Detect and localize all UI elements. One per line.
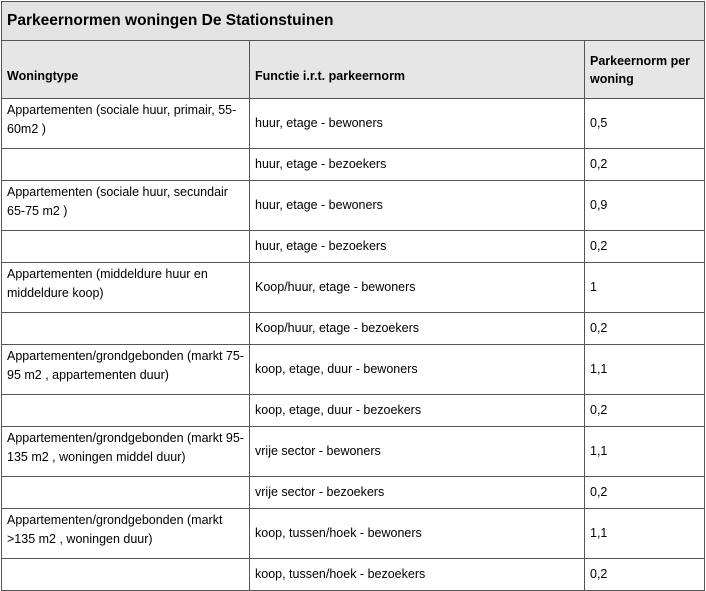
norm-cell: 1 [585, 263, 705, 313]
functie-cell: koop, etage, duur - bezoekers [250, 395, 585, 427]
table-row [2, 149, 705, 181]
functie-cell: Koop/huur, etage - bewoners [250, 263, 585, 313]
norm-cell: 0,2 [585, 395, 705, 427]
functie-cell: huur, etage - bezoekers [250, 231, 585, 263]
woningtype-cell [2, 313, 250, 345]
norm-cell: 0,2 [585, 477, 705, 509]
table-row [2, 99, 705, 149]
functie-cell: vrije sector - bewoners [250, 427, 585, 477]
table-title-cell [2, 2, 705, 41]
norm-cell: 1,1 [585, 427, 705, 477]
norm-cell: 1,1 [585, 509, 705, 559]
functie-cell: huur, etage - bezoekers [250, 149, 585, 181]
header-row [2, 41, 705, 99]
norm-cell: 0,2 [585, 231, 705, 263]
woningtype-cell: Appartementen (middeldure huur en middeldure koop) [2, 263, 250, 313]
table-row [2, 313, 705, 345]
woningtype-cell [2, 559, 250, 591]
norm-cell: 1,1 [585, 345, 705, 395]
table-row [2, 559, 705, 591]
functie-cell: koop, etage, duur - bewoners [250, 345, 585, 395]
woningtype-cell [2, 395, 250, 427]
woningtype-cell: Appartementen/grondgebonden (markt 75-95 m2 , appartementen duur) [2, 345, 250, 395]
woningtype-cell: Appartementen/grondgebonden (markt >135 m2 , woningen duur) [2, 509, 250, 559]
woningtype-cell [2, 477, 250, 509]
header-functie: Functie i.r.t. parkeernorm [250, 41, 585, 99]
norm-cell: 0,2 [585, 559, 705, 591]
functie-cell: vrije sector - bezoekers [250, 477, 585, 509]
table-row [2, 395, 705, 427]
table-row [2, 181, 705, 231]
woningtype-cell: Appartementen (sociale huur, primair, 55-60m2 ) [2, 99, 250, 149]
title-row [2, 2, 705, 41]
norm-cell: 0,5 [585, 99, 705, 149]
parking-norms-table [1, 1, 705, 591]
woningtype-cell [2, 231, 250, 263]
norm-cell: 0,9 [585, 181, 705, 231]
functie-cell: Koop/huur, etage - bezoekers [250, 313, 585, 345]
norm-cell: 0,2 [585, 149, 705, 181]
woningtype-cell: Appartementen (sociale huur, secundair 65-75 m2 ) [2, 181, 250, 231]
functie-cell: huur, etage - bewoners [250, 181, 585, 231]
table-row [2, 509, 705, 559]
table-row [2, 427, 705, 477]
table-row [2, 263, 705, 313]
header-norm: Parkeernorm per woning [585, 41, 705, 99]
woningtype-cell [2, 149, 250, 181]
norm-cell: 0,2 [585, 313, 705, 345]
functie-cell: koop, tussen/hoek - bezoekers [250, 559, 585, 591]
header-woningtype: Woningtype [2, 41, 250, 99]
functie-cell: koop, tussen/hoek - bewoners [250, 509, 585, 559]
functie-cell: huur, etage - bewoners [250, 99, 585, 149]
table-title: Parkeernormen woningen De Stationstuinen [7, 12, 334, 29]
table-row [2, 231, 705, 263]
woningtype-cell: Appartementen/grondgebonden (markt 95-135 m2 , woningen middel duur) [2, 427, 250, 477]
table-row [2, 345, 705, 395]
table-row [2, 477, 705, 509]
